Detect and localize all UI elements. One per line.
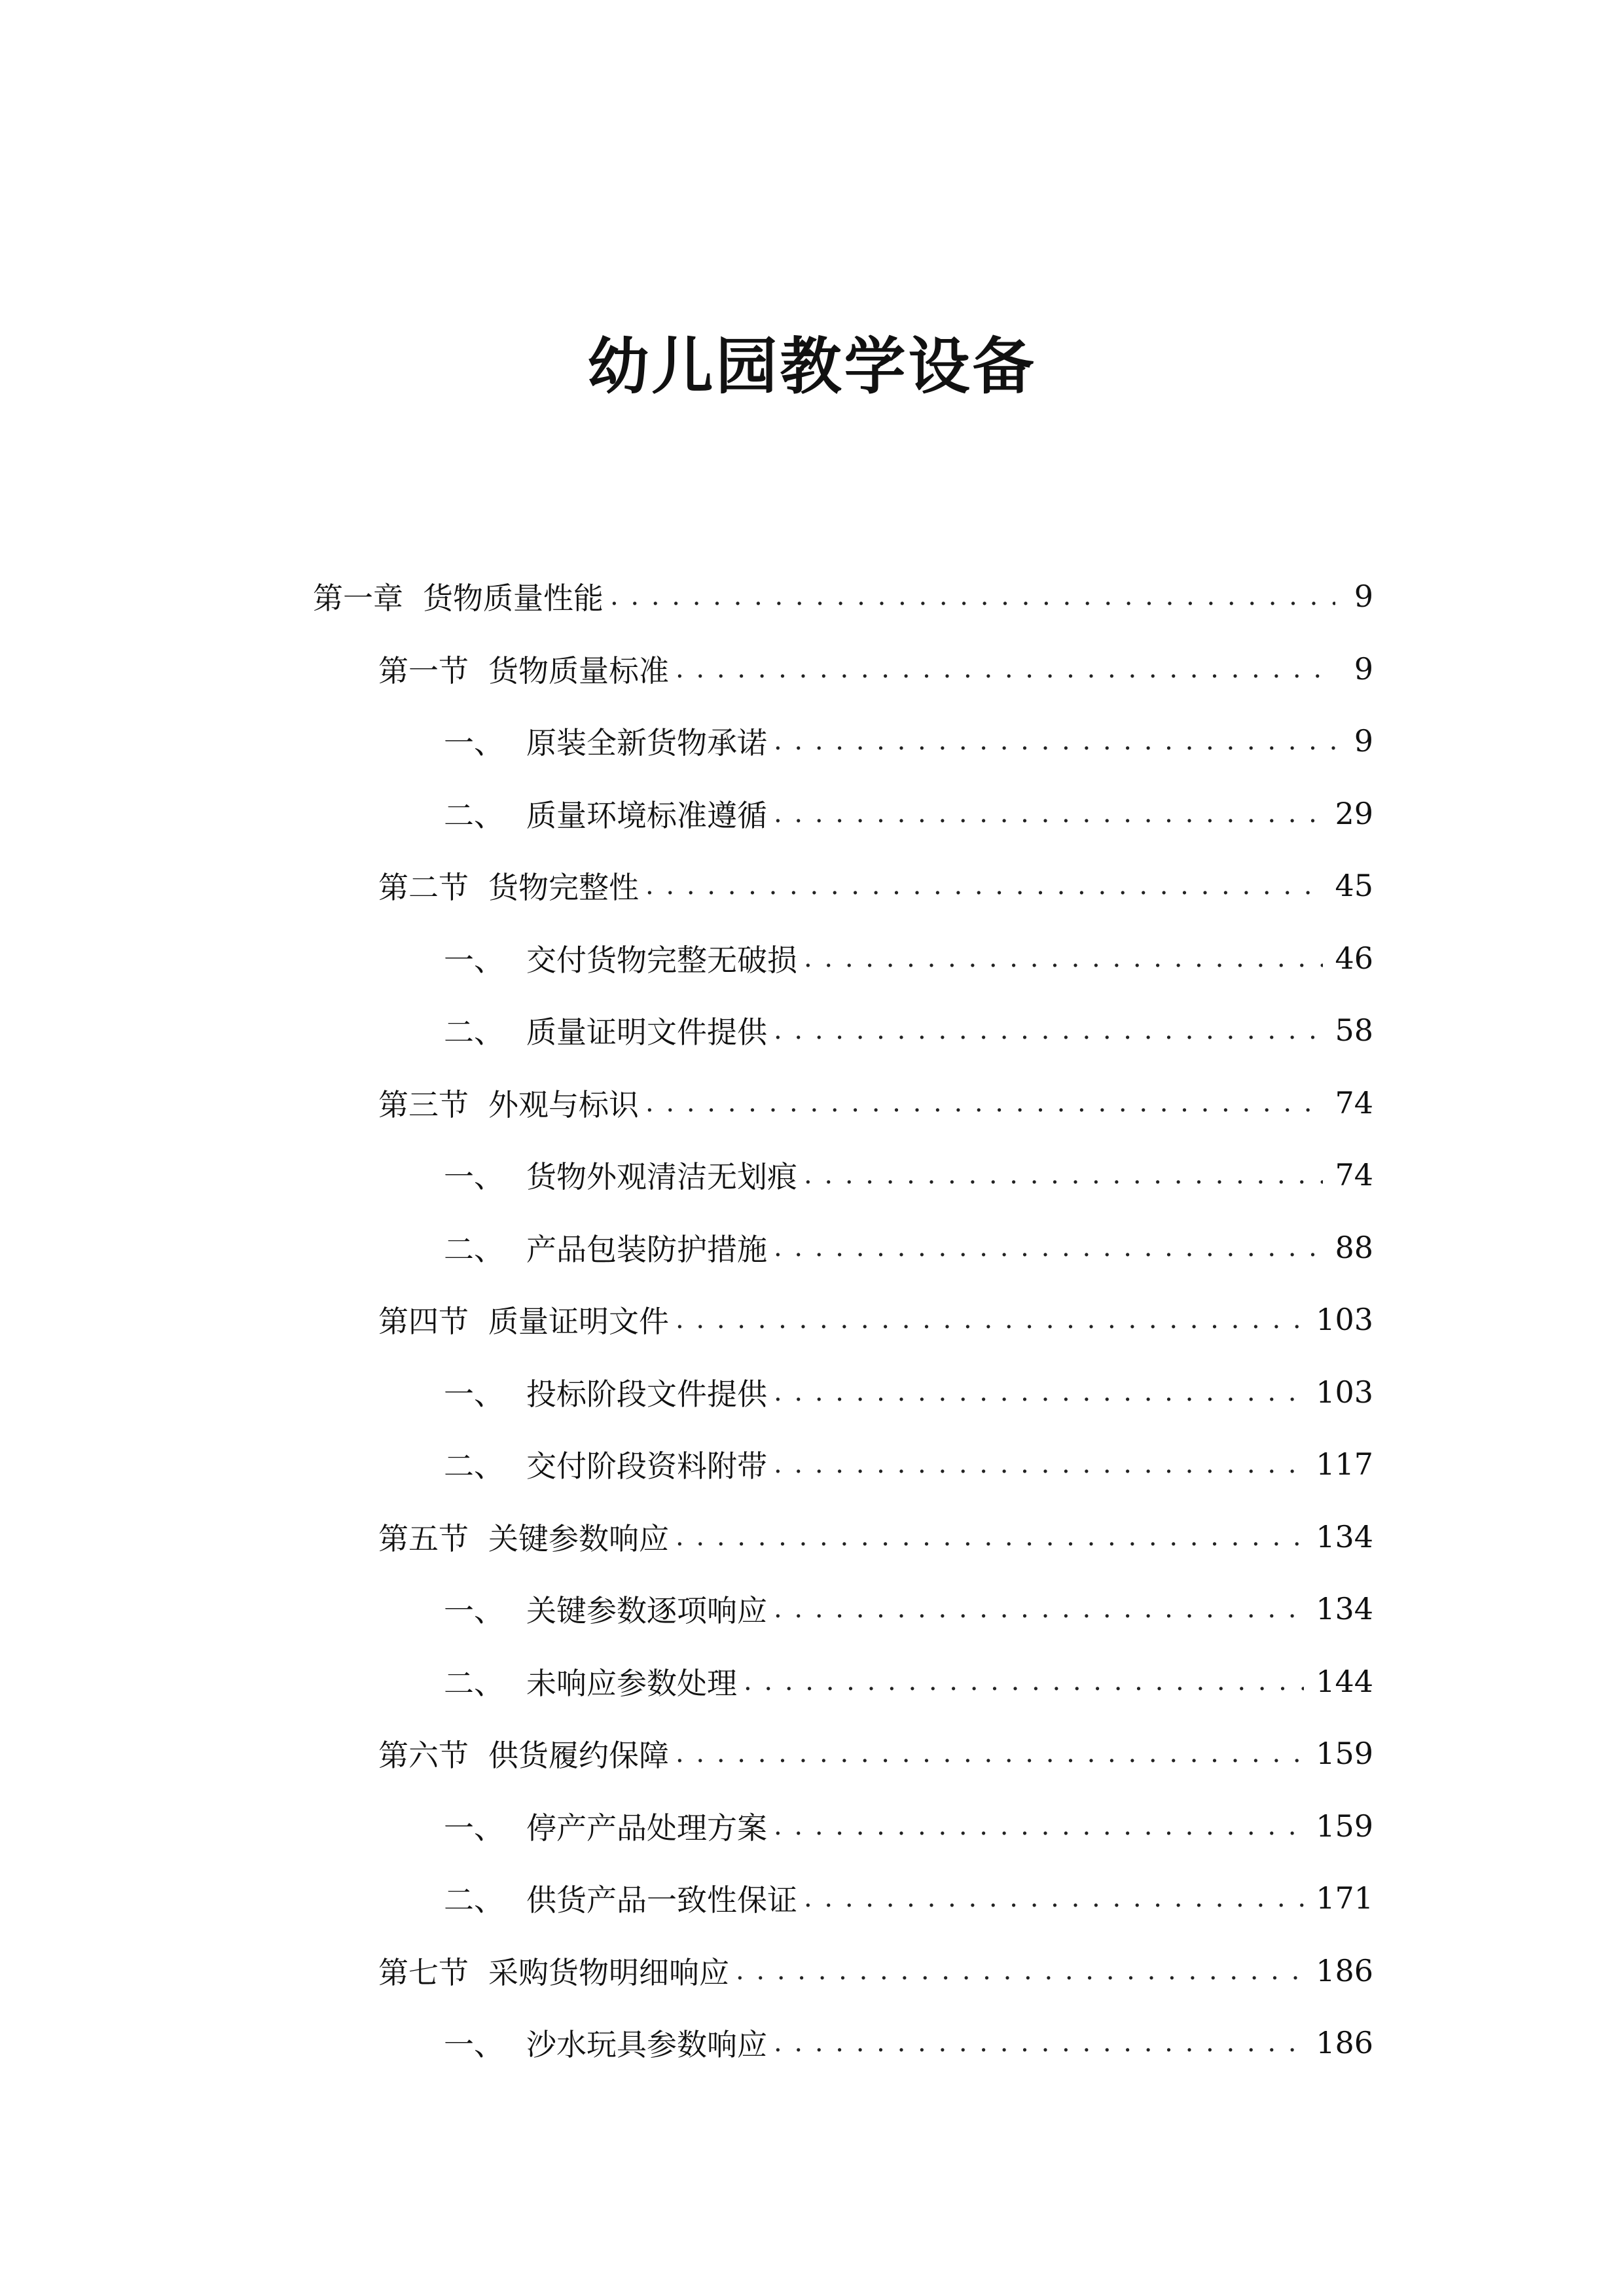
toc-entry[interactable] [0,1356,1624,1429]
toc-entry-label [313,575,604,618]
toc-dot-leader [774,1811,1304,1841]
toc-entry-title: 沙水玩具参数响应 [526,2027,767,2063]
toc-dot-leader [610,581,1335,611]
toc-entry[interactable] [0,1067,1624,1139]
toc-entry-label [444,792,767,835]
toc-entry[interactable] [0,2007,1624,2079]
toc-page-number: 74 [1335,1085,1373,1121]
toc-dot-leader [774,1015,1323,1045]
toc-entry-number: 二、 [444,1448,504,1484]
toc-entry-label [378,647,669,691]
toc-entry-label [444,1371,767,1414]
toc-page-number: 159 [1316,1736,1373,1772]
toc-dot-leader [676,1522,1304,1552]
toc-dot-leader [774,726,1335,756]
toc-entry-title: 质量环境标准遵循 [526,797,767,833]
toc-dot-leader [804,943,1323,973]
toc-entry-number: 一、 [444,725,504,761]
document-title: 幼儿园教学设备 [587,331,1037,403]
toc-entry-number: 二、 [444,1882,504,1918]
toc-page-number: 134 [1316,1591,1373,1627]
toc-entry-number: 第一章 [313,581,403,617]
toc-entry-title: 停产产品处理方案 [526,1810,767,1846]
toc-entry-number: 一、 [444,1159,504,1195]
toc-entry-label [444,1153,797,1196]
toc-entry-number: 二、 [444,1014,504,1050]
toc-dot-leader [774,1377,1304,1407]
toc-entry-number: 一、 [444,1810,504,1846]
toc-entry-label [444,1660,737,1703]
toc-dot-leader [645,1088,1323,1118]
toc-entry-title: 外观与标识 [488,1086,639,1122]
toc-entry-number: 一、 [444,1376,504,1412]
toc-dot-leader [676,1304,1304,1335]
toc-entry-number: 第五节 [378,1520,469,1556]
toc-page-number: 186 [1316,1952,1373,1988]
toc-entry[interactable] [0,560,1624,633]
toc-entry-title: 供货产品一致性保证 [526,1882,797,1918]
toc-entry-title: 产品包装防护措施 [526,1231,767,1267]
toc-entry[interactable] [0,1645,1624,1718]
toc-entry-title: 原装全新货物承诺 [526,725,767,761]
toc-entry[interactable] [0,1862,1624,1935]
toc-entry-label [378,1515,669,1558]
toc-entry-title: 质量证明文件 [488,1304,669,1340]
toc-page-number: 46 [1335,940,1373,976]
toc-entry[interactable] [0,1935,1624,2007]
toc-entry-label [378,1298,669,1341]
toc-entry-label [378,864,639,907]
toc-entry-number: 第二节 [378,870,469,906]
toc-entry-title: 投标阶段文件提供 [526,1376,767,1412]
toc-entry-title: 交付阶段资料附带 [526,1448,767,1484]
toc-dot-leader [774,1594,1304,1624]
toc-entry[interactable] [0,1573,1624,1645]
toc-entry-title: 供货履约保障 [488,1738,669,1774]
toc-page-number: 29 [1335,795,1373,831]
toc-entry-label [378,1081,639,1124]
toc-entry[interactable] [0,778,1624,850]
toc-dot-leader [804,1883,1304,1913]
toc-entry[interactable] [0,1717,1624,1790]
toc-entry-title: 货物质量标准 [488,653,669,689]
toc-entry-number: 第四节 [378,1304,469,1340]
toc-page-number: 144 [1316,1663,1373,1699]
toc-entry-label [444,1009,767,1052]
toc-page-number: 186 [1316,2025,1373,2061]
toc-page-number: 9 [1354,579,1373,615]
toc-entry-label [378,1949,729,1992]
toc-entry-number: 第一节 [378,653,469,689]
toc-page-number: 171 [1316,1880,1373,1916]
toc-entry-title: 采购货物明细响应 [488,1954,729,1990]
toc-dot-leader [676,1738,1304,1768]
toc-page-number: 88 [1335,1229,1373,1265]
toc-page-number: 9 [1354,651,1373,687]
toc-entry-label [444,719,767,762]
toc-entry-number: 一、 [444,2027,504,2063]
toc-entry-label [444,1876,797,1920]
toc-entry-title: 关键参数响应 [488,1520,669,1556]
toc-entry[interactable] [0,1790,1624,1863]
toc-entry-label [444,1226,767,1269]
toc-entry[interactable] [0,922,1624,995]
toc-page-number: 103 [1316,1374,1373,1410]
toc-dot-leader [774,2028,1304,2058]
toc-entry-title: 货物外观清洁无划痕 [526,1159,797,1195]
toc-page-number: 58 [1335,1013,1373,1049]
toc-entry[interactable] [0,1501,1624,1573]
toc-dot-leader [774,1449,1304,1479]
toc-dot-leader [645,870,1323,901]
toc-entry-number: 第七节 [378,1954,469,1990]
toc-entry-title: 货物完整性 [488,870,639,906]
toc-entry[interactable] [0,705,1624,778]
toc-dot-leader [676,654,1335,684]
toc-entry-number: 一、 [444,1593,504,1629]
toc-page-number: 159 [1316,1808,1373,1844]
toc-entry-label [378,1732,669,1775]
toc-entry[interactable] [0,1428,1624,1501]
toc-entry[interactable] [0,994,1624,1067]
toc-dot-leader [804,1160,1323,1190]
toc-page-number: 9 [1354,723,1373,759]
toc-entry-label [444,1804,767,1848]
toc-page-number: 74 [1335,1157,1373,1193]
toc-page-number: 45 [1335,868,1373,904]
toc-dot-leader [774,1232,1323,1263]
toc-entry-number: 二、 [444,1231,504,1267]
toc-page-number: 134 [1316,1518,1373,1554]
toc-entry-label [444,1587,767,1630]
toc-entry[interactable] [0,1211,1624,1284]
toc-entry[interactable] [0,633,1624,706]
toc-dot-leader [774,798,1323,829]
toc-entry[interactable] [0,1283,1624,1356]
toc-entry-title: 货物质量性能 [423,581,604,617]
toc-entry-number: 二、 [444,1665,504,1701]
toc-page-number: 117 [1316,1446,1373,1482]
toc-entry-title: 关键参数逐项响应 [526,1593,767,1629]
toc-entry-label [444,2021,767,2064]
toc-entry[interactable] [0,1139,1624,1211]
toc-entry-number: 二、 [444,797,504,833]
toc-dot-leader [744,1666,1304,1696]
toc-entry-title: 质量证明文件提供 [526,1014,767,1050]
toc-page-number: 103 [1316,1302,1373,1338]
toc-entry-label [444,937,797,980]
toc-entry-label [444,1443,767,1486]
toc-entry-number: 一、 [444,942,504,978]
toc-entry-title: 交付货物完整无破损 [526,942,797,978]
table-of-contents [0,560,1624,2079]
toc-entry[interactable] [0,850,1624,922]
toc-dot-leader [736,1956,1304,1986]
toc-entry-number: 第三节 [378,1086,469,1122]
toc-entry-number: 第六节 [378,1738,469,1774]
toc-entry-title: 未响应参数处理 [526,1665,737,1701]
